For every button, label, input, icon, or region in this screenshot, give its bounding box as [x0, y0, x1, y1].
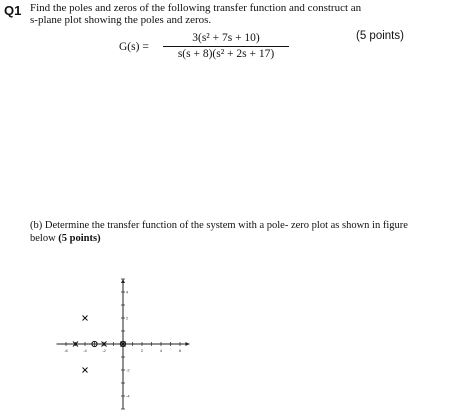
imaginary-axis-arrow	[121, 279, 125, 283]
real-axis-tick-label: -2	[102, 348, 106, 353]
imag-axis-tick-label: -4	[126, 393, 130, 399]
imag-axis-tick-label: 2	[126, 315, 129, 321]
equation-lhs: G(s) =	[119, 41, 149, 53]
imag-axis-tick-label: -2	[126, 367, 130, 373]
real-axis-tick-label: 6	[178, 348, 182, 353]
equation-denominator: s(s + 8)(s² + 2s + 17)	[177, 48, 275, 60]
real-axis-tick-label: 2	[140, 348, 144, 353]
real-axis-tick-label: -4	[83, 348, 87, 353]
real-axis-arrow	[186, 342, 190, 346]
pole-zero-plot	[40, 266, 200, 414]
part-b-text-line-2	[30, 233, 101, 244]
imag-axis-tick-label: 4	[126, 289, 129, 295]
real-axis-tick-label: -6	[64, 348, 68, 353]
question-1-points: (5 points)	[356, 30, 404, 42]
part-b-text-line-1: (b) Determine the transfer function of the system with a pole- zero plot as shown in figure	[30, 220, 408, 231]
equation-numerator: 3(s² + 7s + 10)	[192, 32, 260, 44]
fraction-bar	[163, 46, 289, 47]
real-axis-tick-label: 4	[159, 348, 163, 353]
pole-marker	[83, 368, 88, 373]
pole-marker	[83, 316, 88, 321]
question-1-label: Q1	[4, 3, 22, 18]
part-b-text-prefix: below	[30, 233, 59, 244]
part-b-points: (5 points)	[58, 233, 101, 244]
question-1-text-line-1: Find the poles and zeros of the following transfer function and construct an	[30, 2, 362, 14]
question-1-text-line-2: s-plane plot showing the poles and zeros.	[30, 14, 212, 26]
equation-fraction	[163, 32, 289, 60]
